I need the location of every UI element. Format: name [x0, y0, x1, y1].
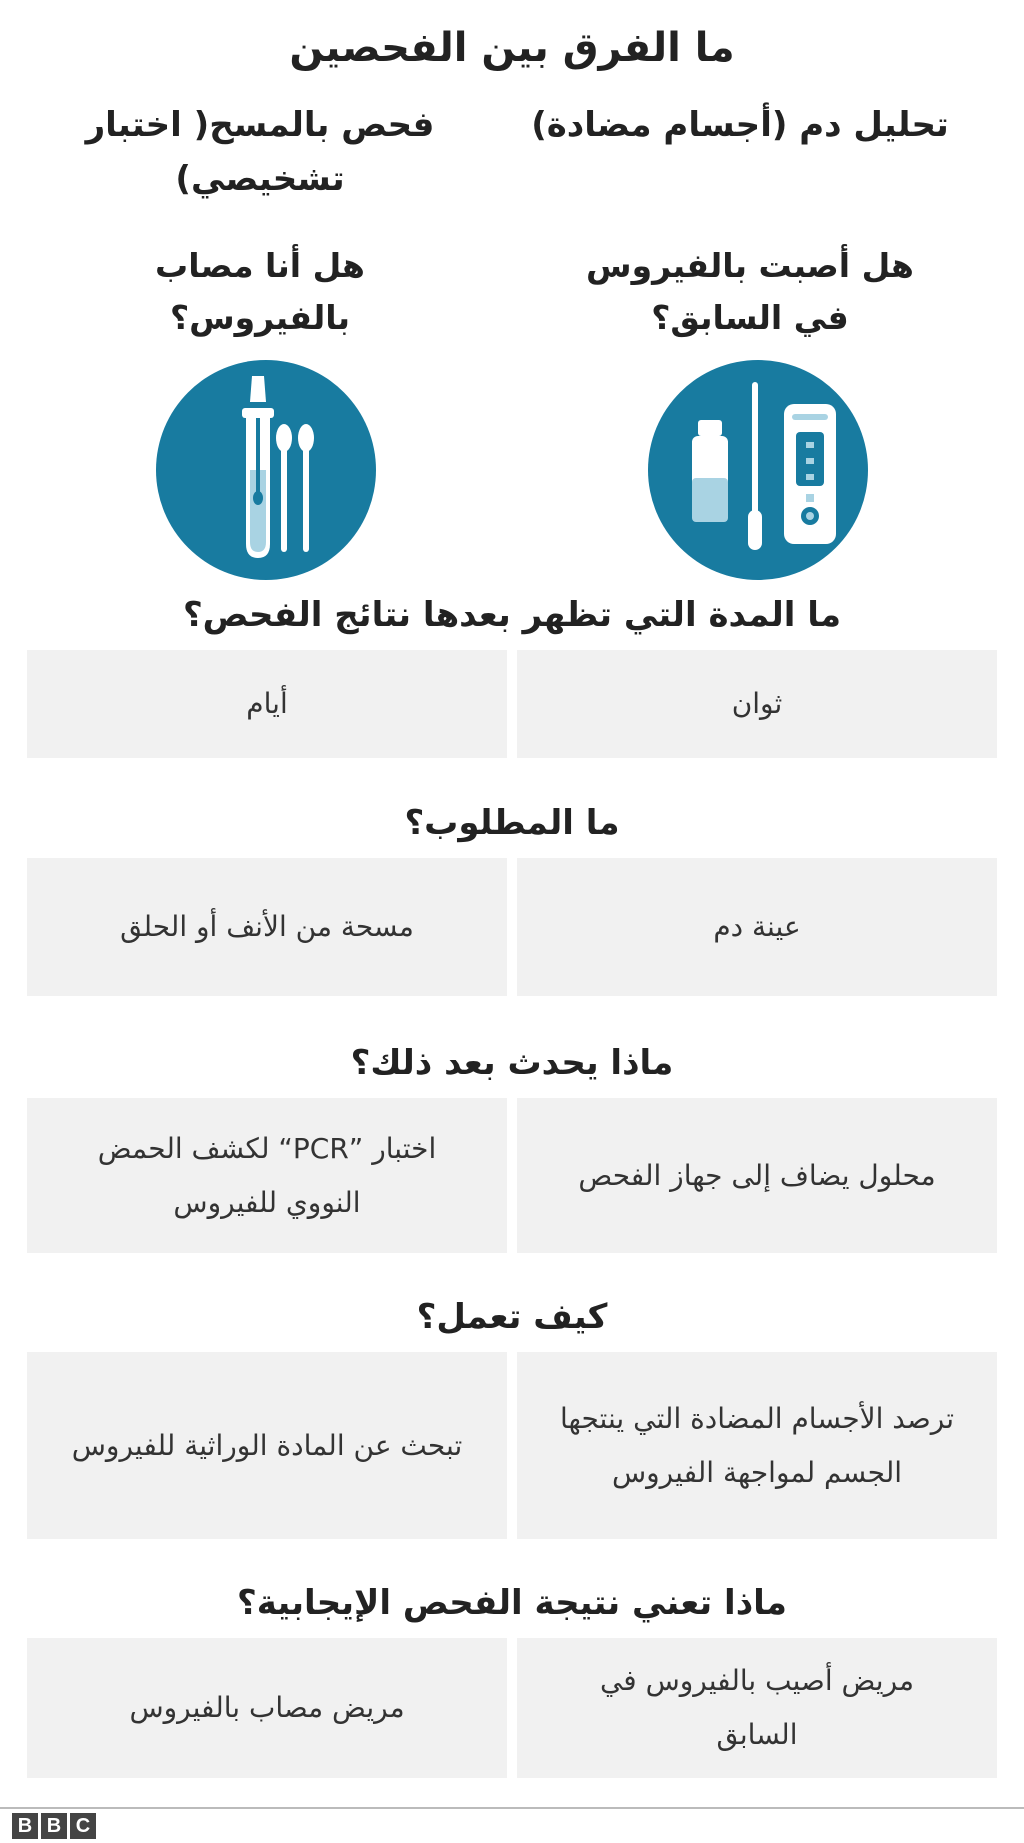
bbc-logo — [12, 1813, 96, 1839]
column-question-blood-test: هل أصبت بالفيروس في السابق؟ — [586, 246, 914, 337]
cell-requirement-blood: عينة دم — [517, 858, 997, 996]
rapid-test-kit-icon — [648, 360, 868, 580]
swab-test-tube-icon — [156, 360, 376, 580]
column-heading-swab-test: فحص بالمسح( اختبار تشخيصي) — [85, 105, 435, 199]
section-heading-next-step: ماذا يحدث بعد ذلك؟ — [350, 1043, 674, 1083]
page-title: ما الفرق بين الفحصين — [289, 25, 735, 71]
cell-next-step-blood: محلول يضاف إلى جهاز الفحص — [517, 1098, 997, 1253]
column-heading-blood-test: تحليل دم (أجسام مضادة) — [531, 105, 949, 145]
footer-divider — [0, 1807, 1024, 1809]
bbc-logo-letter: B — [41, 1813, 67, 1839]
cell-result-time-swab: أيام — [27, 650, 507, 758]
cell-result-time-blood: ثوان — [517, 650, 997, 758]
bbc-logo-letter: C — [70, 1813, 96, 1839]
section-heading-requirement: ما المطلوب؟ — [404, 803, 620, 843]
cell-next-step-swab: اختبار ”PCR“ لكشف الحمض النووي للفيروس — [27, 1098, 507, 1253]
section-heading-positive-result: ماذا تعني نتيجة الفحص الإيجابية؟ — [237, 1583, 787, 1623]
section-heading-how-it-works: كيف تعمل؟ — [416, 1297, 608, 1337]
cell-requirement-swab: مسحة من الأنف أو الحلق — [27, 858, 507, 996]
cell-how-it-works-blood: ترصد الأجسام المضادة التي ينتجها الجسم لمواجهة الفيروس — [517, 1352, 997, 1539]
bbc-logo-letter: B — [12, 1813, 38, 1839]
cell-positive-result-swab: مريض مصاب بالفيروس — [27, 1638, 507, 1778]
cell-positive-result-blood: مريض أصيب بالفيروس في السابق — [517, 1638, 997, 1778]
section-heading-result-time: ما المدة التي تظهر بعدها نتائج الفحص؟ — [182, 595, 842, 635]
column-question-swab-test: هل أنا مصاب بالفيروس؟ — [155, 246, 365, 337]
cell-how-it-works-swab: تبحث عن المادة الوراثية للفيروس — [27, 1352, 507, 1539]
